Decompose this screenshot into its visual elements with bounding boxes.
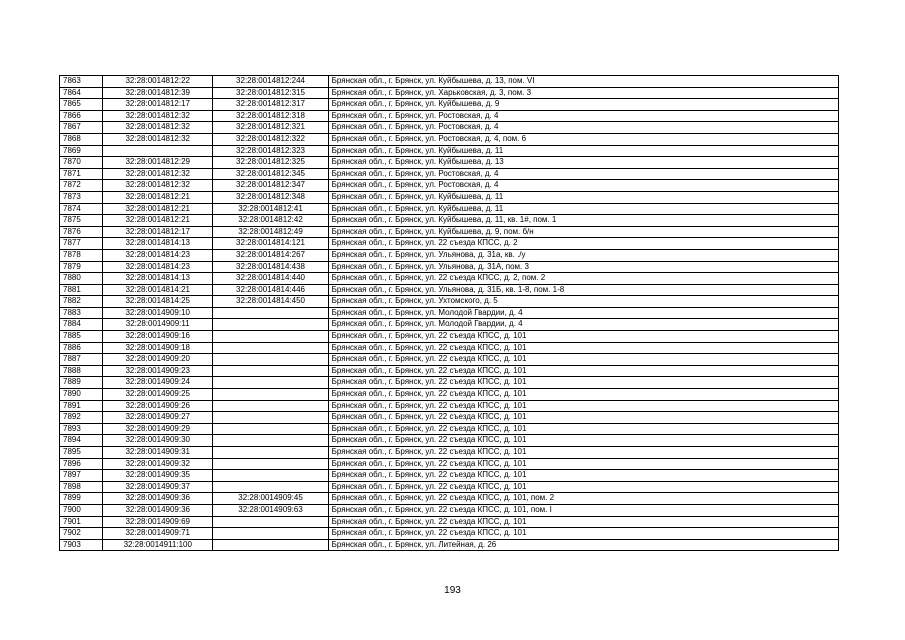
registry-table-body xyxy=(60,76,839,551)
address-cell: Брянская обл., г. Брянск, ул. 22 съезда КПСС, д. 2, пом. 2 xyxy=(328,273,838,285)
object-cadastral-number-cell xyxy=(213,400,328,412)
object-cadastral-number-cell: 32:28:0014812:347 xyxy=(213,180,328,192)
address-cell: Брянская обл., г. Брянск, ул. 22 съезда КПСС, д. 101 xyxy=(328,423,838,435)
parcel-cadastral-number-cell: 32:28:0014812:17 xyxy=(103,99,213,111)
parcel-cadastral-number-cell: 32:28:0014909:36 xyxy=(103,504,213,516)
object-cadastral-number-cell xyxy=(213,307,328,319)
table-row xyxy=(60,122,839,134)
address-cell: Брянская обл., г. Брянск, ул. 22 съезда КПСС, д. 101 xyxy=(328,481,838,493)
object-cadastral-number-cell xyxy=(213,331,328,343)
table-row xyxy=(60,400,839,412)
row-number-cell: 7889 xyxy=(60,377,103,389)
address-cell: Брянская обл., г. Брянск, ул. Куйбышева, д. 13, пом. VI xyxy=(328,76,838,88)
parcel-cadastral-number-cell: 32:28:0014909:69 xyxy=(103,516,213,528)
object-cadastral-number-cell xyxy=(213,365,328,377)
row-number-cell: 7878 xyxy=(60,249,103,261)
address-cell: Брянская обл., г. Брянск, ул. Куйбышева, д. 11 xyxy=(328,203,838,215)
row-number-cell: 7893 xyxy=(60,423,103,435)
parcel-cadastral-number-cell: 32:28:0014812:39 xyxy=(103,87,213,99)
row-number-cell: 7876 xyxy=(60,226,103,238)
page-number: 193 xyxy=(444,585,461,596)
row-number-cell: 7888 xyxy=(60,365,103,377)
table-row xyxy=(60,447,839,459)
row-number-cell: 7894 xyxy=(60,435,103,447)
table-row xyxy=(60,133,839,145)
address-cell: Брянская обл., г. Брянск, ул. 22 съезда КПСС, д. 101 xyxy=(328,412,838,424)
table-row xyxy=(60,423,839,435)
address-cell: Брянская обл., г. Брянск, ул. Ульянова, д. 31Б, кв. 1-8, пом. 1-8 xyxy=(328,284,838,296)
table-row xyxy=(60,528,839,540)
address-cell: Брянская обл., г. Брянск, ул. 22 съезда КПСС, д. 101 xyxy=(328,400,838,412)
object-cadastral-number-cell: 32:28:0014814:450 xyxy=(213,296,328,308)
address-cell: Брянская обл., г. Брянск, ул. 22 съезда КПСС, д. 101 xyxy=(328,365,838,377)
row-number-cell: 7901 xyxy=(60,516,103,528)
object-cadastral-number-cell: 32:28:0014812:345 xyxy=(213,168,328,180)
object-cadastral-number-cell: 32:28:0014814:446 xyxy=(213,284,328,296)
table-row xyxy=(60,296,839,308)
object-cadastral-number-cell: 32:28:0014814:438 xyxy=(213,261,328,273)
object-cadastral-number-cell: 32:28:0014814:267 xyxy=(213,249,328,261)
address-cell: Брянская обл., г. Брянск, ул. Литейная, д. 26 xyxy=(328,539,838,551)
address-cell: Брянская обл., г. Брянск, ул. Молодой Гвардии, д. 4 xyxy=(328,319,838,331)
table-row xyxy=(60,435,839,447)
table-row xyxy=(60,191,839,203)
parcel-cadastral-number-cell: 32:28:0014909:36 xyxy=(103,493,213,505)
address-cell: Брянская обл., г. Брянск, ул. Ростовская, д. 4 xyxy=(328,180,838,192)
address-cell: Брянская обл., г. Брянск, ул. Ростовская, д. 4, пом. 6 xyxy=(328,133,838,145)
row-number-cell: 7895 xyxy=(60,447,103,459)
object-cadastral-number-cell xyxy=(213,447,328,459)
parcel-cadastral-number-cell: 32:28:0014814:13 xyxy=(103,273,213,285)
object-cadastral-number-cell xyxy=(213,458,328,470)
table-row xyxy=(60,157,839,169)
table-row xyxy=(60,168,839,180)
address-cell: Брянская обл., г. Брянск, ул. 22 съезда КПСС, д. 101, пом. I xyxy=(328,504,838,516)
object-cadastral-number-cell xyxy=(213,342,328,354)
row-number-cell: 7900 xyxy=(60,504,103,516)
parcel-cadastral-number-cell: 32:28:0014814:13 xyxy=(103,238,213,250)
row-number-cell: 7896 xyxy=(60,458,103,470)
table-row xyxy=(60,110,839,122)
object-cadastral-number-cell: 32:28:0014812:244 xyxy=(213,76,328,88)
parcel-cadastral-number-cell: 32:28:0014909:10 xyxy=(103,307,213,319)
object-cadastral-number-cell xyxy=(213,470,328,482)
address-cell: Брянская обл., г. Брянск, ул. 22 съезда КПСС, д. 101 xyxy=(328,470,838,482)
address-cell: Брянская обл., г. Брянск, ул. Куйбышева, д. 9 xyxy=(328,99,838,111)
row-number-cell: 7863 xyxy=(60,76,103,88)
parcel-cadastral-number-cell: 32:28:0014814:23 xyxy=(103,249,213,261)
object-cadastral-number-cell xyxy=(213,377,328,389)
table-row xyxy=(60,504,839,516)
table-row xyxy=(60,342,839,354)
object-cadastral-number-cell: 32:28:0014812:323 xyxy=(213,145,328,157)
row-number-cell: 7875 xyxy=(60,215,103,227)
object-cadastral-number-cell xyxy=(213,412,328,424)
object-cadastral-number-cell: 32:28:0014812:318 xyxy=(213,110,328,122)
row-number-cell: 7883 xyxy=(60,307,103,319)
address-cell: Брянская обл., г. Брянск, ул. Молодой Гвардии, д. 4 xyxy=(328,307,838,319)
row-number-cell: 7881 xyxy=(60,284,103,296)
object-cadastral-number-cell: 32:28:0014812:42 xyxy=(213,215,328,227)
object-cadastral-number-cell: 32:28:0014812:321 xyxy=(213,122,328,134)
object-cadastral-number-cell xyxy=(213,435,328,447)
parcel-cadastral-number-cell: 32:28:0014909:25 xyxy=(103,389,213,401)
table-row xyxy=(60,412,839,424)
table-row xyxy=(60,226,839,238)
address-cell: Брянская обл., г. Брянск, ул. 22 съезда КПСС, д. 101 xyxy=(328,528,838,540)
address-cell: Брянская обл., г. Брянск, ул. Ростовская, д. 4 xyxy=(328,168,838,180)
address-cell: Брянская обл., г. Брянск, ул. Ульянова, д. 31А, пом. 3 xyxy=(328,261,838,273)
row-number-cell: 7870 xyxy=(60,157,103,169)
parcel-cadastral-number-cell: 32:28:0014812:21 xyxy=(103,203,213,215)
parcel-cadastral-number-cell: 32:28:0014812:32 xyxy=(103,180,213,192)
address-cell: Брянская обл., г. Брянск, ул. Ростовская, д. 4 xyxy=(328,110,838,122)
parcel-cadastral-number-cell: 32:28:0014812:32 xyxy=(103,168,213,180)
table-row xyxy=(60,539,839,551)
row-number-cell: 7869 xyxy=(60,145,103,157)
object-cadastral-number-cell: 32:28:0014909:45 xyxy=(213,493,328,505)
address-cell: Брянская обл., г. Брянск, ул. 22 съезда КПСС, д. 101, пом. 2 xyxy=(328,493,838,505)
row-number-cell: 7891 xyxy=(60,400,103,412)
row-number-cell: 7867 xyxy=(60,122,103,134)
parcel-cadastral-number-cell xyxy=(103,145,213,157)
object-cadastral-number-cell: 32:28:0014812:325 xyxy=(213,157,328,169)
row-number-cell: 7884 xyxy=(60,319,103,331)
address-cell: Брянская обл., г. Брянск, ул. Ухтомского, д. 5 xyxy=(328,296,838,308)
table-row xyxy=(60,307,839,319)
object-cadastral-number-cell: 32:28:0014812:322 xyxy=(213,133,328,145)
object-cadastral-number-cell: 32:28:0014812:41 xyxy=(213,203,328,215)
table-row xyxy=(60,261,839,273)
parcel-cadastral-number-cell: 32:28:0014909:29 xyxy=(103,423,213,435)
table-row xyxy=(60,516,839,528)
parcel-cadastral-number-cell: 32:28:0014909:11 xyxy=(103,319,213,331)
table-row xyxy=(60,319,839,331)
address-cell: Брянская обл., г. Брянск, ул. Куйбышева, д. 11 xyxy=(328,191,838,203)
address-cell: Брянская обл., г. Брянск, ул. Куйбышева, д. 13 xyxy=(328,157,838,169)
object-cadastral-number-cell xyxy=(213,539,328,551)
table-row xyxy=(60,180,839,192)
address-cell: Брянская обл., г. Брянск, ул. Куйбышева, д. 11 xyxy=(328,145,838,157)
row-number-cell: 7886 xyxy=(60,342,103,354)
row-number-cell: 7879 xyxy=(60,261,103,273)
parcel-cadastral-number-cell: 32:28:0014812:32 xyxy=(103,133,213,145)
object-cadastral-number-cell xyxy=(213,528,328,540)
table-row xyxy=(60,76,839,88)
address-cell: Брянская обл., г. Брянск, ул. 22 съезда КПСС, д. 101 xyxy=(328,377,838,389)
row-number-cell: 7880 xyxy=(60,273,103,285)
row-number-cell: 7882 xyxy=(60,296,103,308)
parcel-cadastral-number-cell: 32:28:0014909:71 xyxy=(103,528,213,540)
row-number-cell: 7868 xyxy=(60,133,103,145)
table-row xyxy=(60,284,839,296)
object-cadastral-number-cell: 32:28:0014814:440 xyxy=(213,273,328,285)
object-cadastral-number-cell: 32:28:0014909:63 xyxy=(213,504,328,516)
parcel-cadastral-number-cell: 32:28:0014909:24 xyxy=(103,377,213,389)
address-cell: Брянская обл., г. Брянск, ул. 22 съезда КПСС, д. 101 xyxy=(328,354,838,366)
parcel-cadastral-number-cell: 32:28:0014909:37 xyxy=(103,481,213,493)
parcel-cadastral-number-cell: 32:28:0014814:25 xyxy=(103,296,213,308)
row-number-cell: 7899 xyxy=(60,493,103,505)
table-row xyxy=(60,87,839,99)
parcel-cadastral-number-cell: 32:28:0014812:17 xyxy=(103,226,213,238)
row-number-cell: 7873 xyxy=(60,191,103,203)
table-row xyxy=(60,470,839,482)
address-cell: Брянская обл., г. Брянск, ул. Ростовская, д. 4 xyxy=(328,122,838,134)
parcel-cadastral-number-cell: 32:28:0014909:16 xyxy=(103,331,213,343)
table-row xyxy=(60,249,839,261)
address-cell: Брянская обл., г. Брянск, ул. 22 съезда КПСС, д. 101 xyxy=(328,516,838,528)
parcel-cadastral-number-cell: 32:28:0014911:100 xyxy=(103,539,213,551)
object-cadastral-number-cell: 32:28:0014812:348 xyxy=(213,191,328,203)
registry-table xyxy=(59,75,839,551)
row-number-cell: 7874 xyxy=(60,203,103,215)
row-number-cell: 7897 xyxy=(60,470,103,482)
row-number-cell: 7865 xyxy=(60,99,103,111)
row-number-cell: 7877 xyxy=(60,238,103,250)
table-row xyxy=(60,203,839,215)
parcel-cadastral-number-cell: 32:28:0014909:35 xyxy=(103,470,213,482)
address-cell: Брянская обл., г. Брянск, ул. Куйбышева, д. 9, пом. б/н xyxy=(328,226,838,238)
table-row xyxy=(60,238,839,250)
row-number-cell: 7898 xyxy=(60,481,103,493)
parcel-cadastral-number-cell: 32:28:0014909:27 xyxy=(103,412,213,424)
table-row xyxy=(60,215,839,227)
parcel-cadastral-number-cell: 32:28:0014909:18 xyxy=(103,342,213,354)
object-cadastral-number-cell: 32:28:0014812:315 xyxy=(213,87,328,99)
row-number-cell: 7866 xyxy=(60,110,103,122)
object-cadastral-number-cell xyxy=(213,423,328,435)
object-cadastral-number-cell xyxy=(213,516,328,528)
address-cell: Брянская обл., г. Брянск, ул. 22 съезда КПСС, д. 101 xyxy=(328,458,838,470)
object-cadastral-number-cell: 32:28:0014812:49 xyxy=(213,226,328,238)
row-number-cell: 7864 xyxy=(60,87,103,99)
object-cadastral-number-cell: 32:28:0014812:317 xyxy=(213,99,328,111)
parcel-cadastral-number-cell: 32:28:0014909:32 xyxy=(103,458,213,470)
table-row xyxy=(60,365,839,377)
parcel-cadastral-number-cell: 32:28:0014812:32 xyxy=(103,122,213,134)
address-cell: Брянская обл., г. Брянск, ул. Ульянова, д. 31а, кв. ./у xyxy=(328,249,838,261)
row-number-cell: 7903 xyxy=(60,539,103,551)
object-cadastral-number-cell xyxy=(213,354,328,366)
address-cell: Брянская обл., г. Брянск, ул. 22 съезда КПСС, д. 101 xyxy=(328,447,838,459)
table-row xyxy=(60,377,839,389)
table-row xyxy=(60,389,839,401)
object-cadastral-number-cell xyxy=(213,481,328,493)
parcel-cadastral-number-cell: 32:28:0014812:21 xyxy=(103,191,213,203)
row-number-cell: 7892 xyxy=(60,412,103,424)
table-row xyxy=(60,481,839,493)
object-cadastral-number-cell: 32:28:0014814:121 xyxy=(213,238,328,250)
table-row xyxy=(60,273,839,285)
parcel-cadastral-number-cell: 32:28:0014909:31 xyxy=(103,447,213,459)
parcel-cadastral-number-cell: 32:28:0014814:21 xyxy=(103,284,213,296)
parcel-cadastral-number-cell: 32:28:0014812:22 xyxy=(103,76,213,88)
parcel-cadastral-number-cell: 32:28:0014909:26 xyxy=(103,400,213,412)
parcel-cadastral-number-cell: 32:28:0014814:23 xyxy=(103,261,213,273)
row-number-cell: 7887 xyxy=(60,354,103,366)
table-row xyxy=(60,145,839,157)
table-row xyxy=(60,458,839,470)
address-cell: Брянская обл., г. Брянск, ул. 22 съезда КПСС, д. 2 xyxy=(328,238,838,250)
row-number-cell: 7872 xyxy=(60,180,103,192)
parcel-cadastral-number-cell: 32:28:0014812:32 xyxy=(103,110,213,122)
object-cadastral-number-cell xyxy=(213,389,328,401)
table-row xyxy=(60,354,839,366)
address-cell: Брянская обл., г. Брянск, ул. Куйбышева, д. 11, кв. 1#, пом. 1 xyxy=(328,215,838,227)
row-number-cell: 7902 xyxy=(60,528,103,540)
address-cell: Брянская обл., г. Брянск, ул. 22 съезда КПСС, д. 101 xyxy=(328,342,838,354)
row-number-cell: 7885 xyxy=(60,331,103,343)
parcel-cadastral-number-cell: 32:28:0014909:30 xyxy=(103,435,213,447)
address-cell: Брянская обл., г. Брянск, ул. 22 съезда КПСС, д. 101 xyxy=(328,389,838,401)
table-row xyxy=(60,99,839,111)
parcel-cadastral-number-cell: 32:28:0014812:29 xyxy=(103,157,213,169)
parcel-cadastral-number-cell: 32:28:0014909:23 xyxy=(103,365,213,377)
address-cell: Брянская обл., г. Брянск, ул. Харьковская, д. 3, пом. 3 xyxy=(328,87,838,99)
parcel-cadastral-number-cell: 32:28:0014909:20 xyxy=(103,354,213,366)
address-cell: Брянская обл., г. Брянск, ул. 22 съезда КПСС, д. 101 xyxy=(328,331,838,343)
table-row xyxy=(60,493,839,505)
table-row xyxy=(60,331,839,343)
address-cell: Брянская обл., г. Брянск, ул. 22 съезда КПСС, д. 101 xyxy=(328,435,838,447)
row-number-cell: 7871 xyxy=(60,168,103,180)
object-cadastral-number-cell xyxy=(213,319,328,331)
row-number-cell: 7890 xyxy=(60,389,103,401)
parcel-cadastral-number-cell: 32:28:0014812:21 xyxy=(103,215,213,227)
